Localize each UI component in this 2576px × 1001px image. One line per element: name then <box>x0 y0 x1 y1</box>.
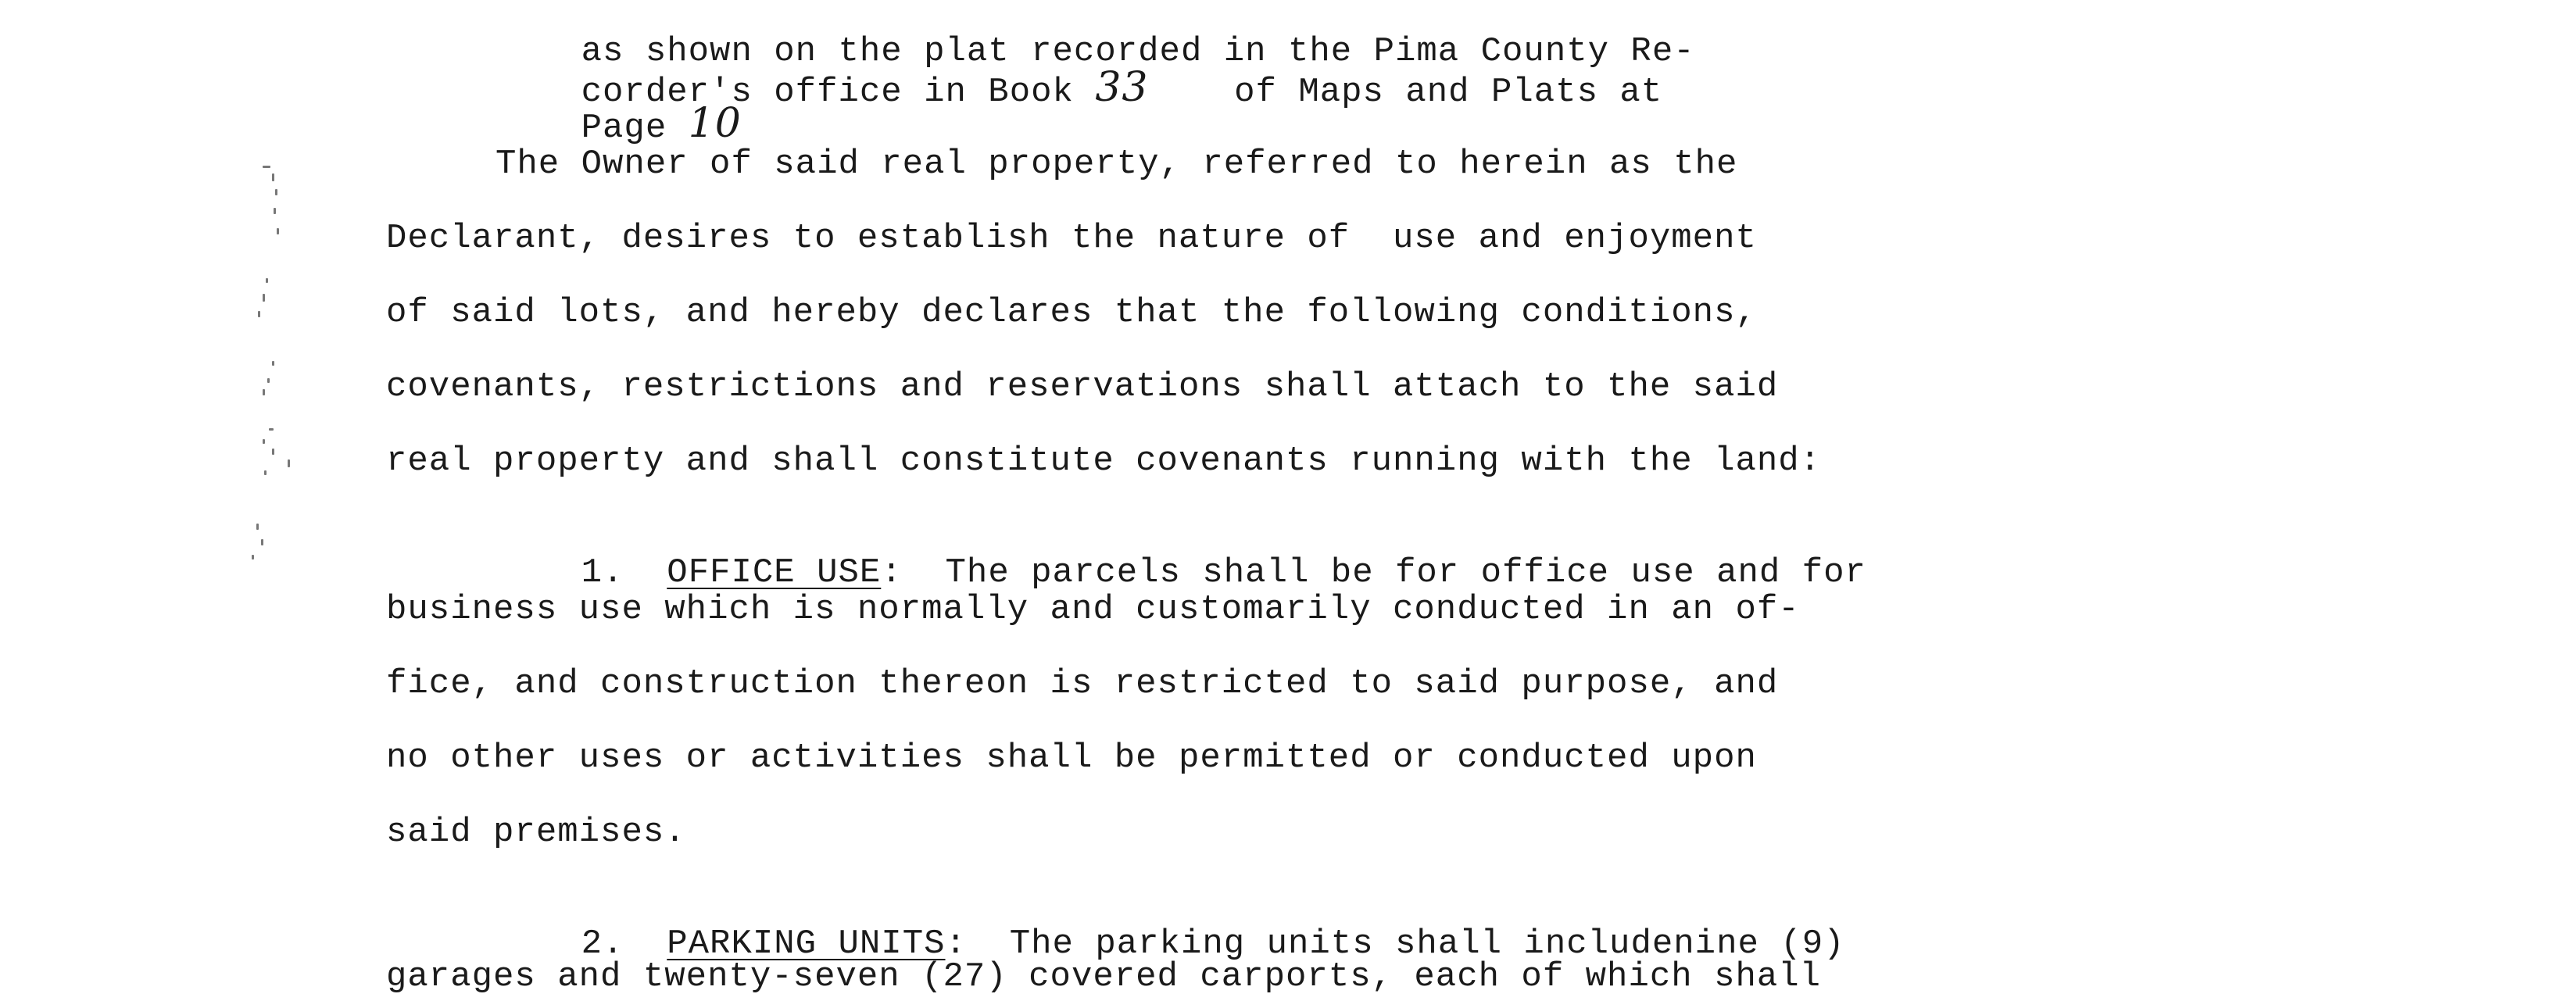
section-2-colon: : <box>945 924 967 963</box>
header-line-2-prefix: corder's office in Book <box>581 73 1096 112</box>
declaration-line-2: Declarant, desires to establish the nature of use and enjoyment <box>386 219 1757 258</box>
handwritten-book-number: 33 <box>1095 64 1149 111</box>
section-1-line-2: business use which is normally and customarily conducted in an of- <box>386 590 1800 629</box>
section-1-line-3: fice, and construction thereon is restricted to said purpose, and <box>386 664 1779 703</box>
section-2-heading: PARKING UNITS <box>667 924 946 963</box>
section-1-colon: : <box>881 553 903 592</box>
declaration-line-3: of said lots, and hereby declares that the following conditions, <box>386 293 1757 332</box>
header-line-3-prefix: Page <box>581 109 689 148</box>
declaration-line-5: real property and shall constitute covenants running with the land: <box>386 442 1822 481</box>
header-line-1-text: as shown on the plat recorded in the Pima County Re- <box>581 32 1695 71</box>
handwritten-page-number: 10 <box>688 100 742 147</box>
section-1-line-5: said premises. <box>386 813 686 852</box>
header-line-2-suffix: of Maps and Plats at <box>1148 73 1663 112</box>
section-2-line-2: garages and twenty-seven (27) covered carports, each of which shall <box>386 957 1822 996</box>
section-2-line-1-rest: The parking units shall includenine (9) <box>966 924 1845 963</box>
section-1-number: 1. <box>581 553 624 592</box>
declaration-line-1: The Owner of said real property, referred to herein as the <box>496 145 1738 184</box>
section-1-heading: OFFICE USE <box>667 553 882 592</box>
section-2-number: 2. <box>581 924 624 963</box>
declaration-line-4: covenants, restrictions and reservations shall attach to the said <box>386 367 1779 406</box>
section-1-line-1-rest: The parcels shall be for office use and for <box>902 553 1866 592</box>
section-1-line-4: no other uses or activities shall be permitted or conducted upon <box>386 738 1757 778</box>
